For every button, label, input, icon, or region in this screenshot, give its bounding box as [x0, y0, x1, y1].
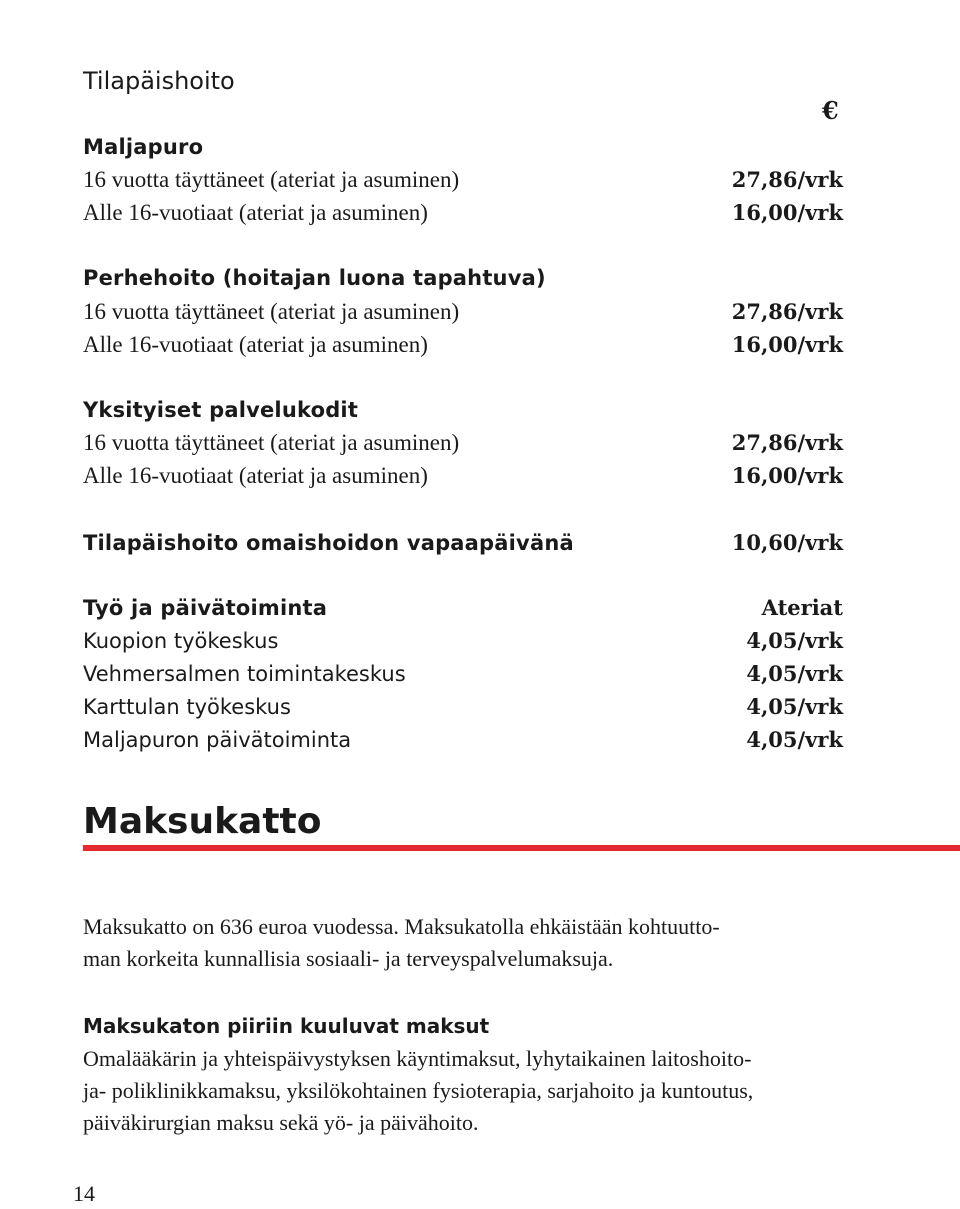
- price-row-value: 16,00/vrk: [731, 332, 843, 357]
- group-heading-label: Maljapuro: [83, 135, 204, 159]
- price-row: [83, 459, 843, 493]
- group-heading-omaishoito: [83, 526, 843, 560]
- price-row-value: 4,05/vrk: [746, 628, 843, 653]
- group-heading-label: Työ ja päivätoiminta: [83, 596, 328, 620]
- price-row-label: Vehmersalmen toimintakeskus: [83, 662, 406, 686]
- maksukatto-list-line: Omalääkärin ja yhteispäivystyksen käyntimaksut, lyhytaikainen laitoshoito-: [83, 1046, 752, 1071]
- value-column-heading: Ateriat: [761, 595, 843, 620]
- price-row: [83, 196, 843, 230]
- price-row-value: 27,86/vrk: [731, 167, 843, 192]
- price-row-value: 16,00/vrk: [731, 200, 843, 225]
- price-row-label: Kuopion työkeskus: [83, 629, 279, 653]
- group-heading-yksityiset: [83, 393, 843, 427]
- maksukatto-list-line: ja- poliklinikkamaksu, yksilökohtainen fysioterapia, sarjahoito ja kuntoutus,: [83, 1078, 754, 1103]
- group-heading-label: Yksityiset palvelukodit: [83, 398, 359, 422]
- price-row-label: Alle 16-vuotiaat (ateriat ja asuminen): [83, 463, 428, 488]
- group-heading-tyo: [83, 591, 843, 625]
- price-row-value: 27,86/vrk: [731, 299, 843, 324]
- section-title-maksukatto: Maksukatto: [83, 801, 322, 842]
- price-row-label: Karttulan työkeskus: [83, 695, 291, 719]
- page-number: 14: [73, 1181, 95, 1206]
- price-row: [83, 723, 843, 757]
- maksukatto-sub-heading: Maksukaton piiriin kuuluvat maksut: [83, 1014, 490, 1038]
- group-heading-label: Tilapäishoito omaishoidon vapaapäivänä: [83, 531, 574, 555]
- price-row-label: Alle 16-vuotiaat (ateriat ja asuminen): [83, 332, 428, 357]
- currency-symbol: €: [822, 96, 839, 125]
- price-row-label: Maljapuron päivätoiminta: [83, 728, 352, 752]
- price-row-value: 16,00/vrk: [731, 463, 843, 488]
- price-row: [83, 426, 843, 460]
- price-row: [83, 163, 843, 197]
- maksukatto-list-line: päiväkirurgian maksu sekä yö- ja päivähoito.: [83, 1110, 479, 1135]
- group-heading-perhehoito: [83, 261, 843, 295]
- price-row-value: 10,60/vrk: [731, 530, 843, 555]
- page-title: Tilapäishoito: [83, 67, 235, 95]
- group-heading-label: Perhehoito (hoitajan luona tapahtuva): [83, 266, 546, 290]
- price-row-value: 27,86/vrk: [731, 430, 843, 455]
- price-row: [83, 690, 843, 724]
- price-row-label: 16 vuotta täyttäneet (ateriat ja asuminen): [83, 430, 460, 455]
- price-row-label: 16 vuotta täyttäneet (ateriat ja asuminen): [83, 167, 460, 192]
- price-row-label: Alle 16-vuotiaat (ateriat ja asuminen): [83, 200, 428, 225]
- maksukatto-intro-line: man korkeita kunnallisia sosiaali- ja terveyspalvelumaksuja.: [83, 946, 614, 971]
- price-row: [83, 328, 843, 362]
- price-row: [83, 657, 843, 691]
- price-row-value: 4,05/vrk: [746, 694, 843, 719]
- group-heading-maljapuro: [83, 130, 843, 164]
- price-row-label: 16 vuotta täyttäneet (ateriat ja asuminen): [83, 299, 460, 324]
- maksukatto-intro-line: Maksukatto on 636 euroa vuodessa. Maksukatolla ehkäistään kohtuutto-: [83, 914, 720, 939]
- section-divider: [83, 845, 960, 851]
- price-row: [83, 295, 843, 329]
- price-row-value: 4,05/vrk: [746, 727, 843, 752]
- price-row-value: 4,05/vrk: [746, 661, 843, 686]
- price-row: [83, 624, 843, 658]
